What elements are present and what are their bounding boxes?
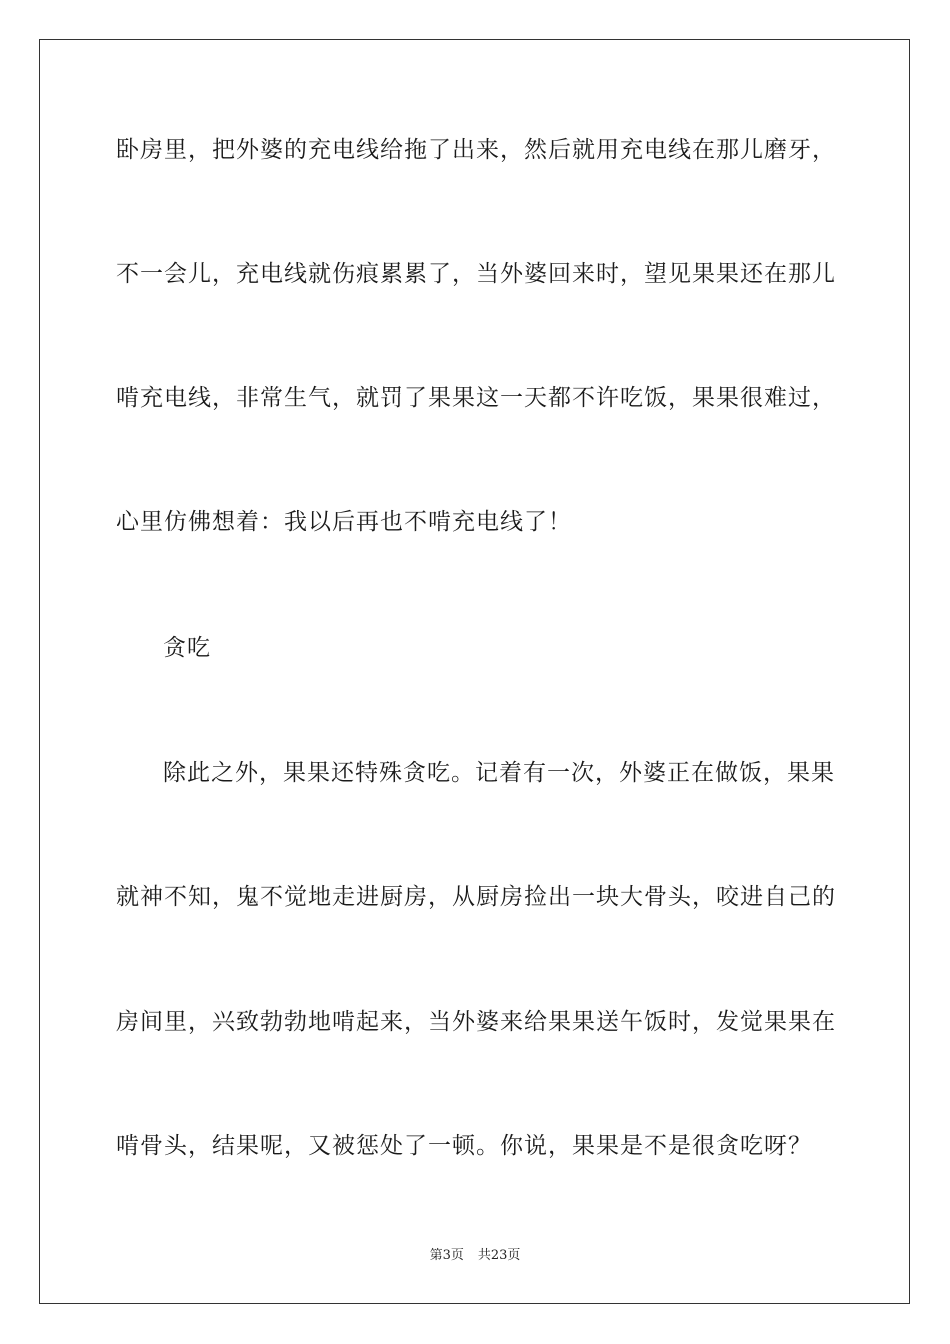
paragraph-line: 房间里，兴致勃勃地啃起来，当外婆来给果果送午饭时，发觉果果在 (116, 1009, 836, 1035)
paragraph-line: 就神不知，鬼不觉地走进厨房，从厨房捡出一块大骨头，咬进自己的 (116, 884, 836, 910)
paragraph-line: 啃骨头，结果呢，又被惩处了一顿。你说，果果是不是很贪吃呀？ (116, 1133, 812, 1159)
total-page-count: 共23页 (477, 1248, 521, 1263)
paragraph-line: 心里仿佛想着：我以后再也不啃充电线了！ (116, 509, 572, 535)
paragraph-line: 不一会儿，充电线就伤痕累累了，当外婆回来时，望见果果还在那儿 (116, 261, 836, 287)
paragraph-line: 卧房里，把外婆的充电线给拖了出来，然后就用充电线在那儿磨牙， (116, 137, 836, 163)
paragraph-line: 啃充电线，非常生气，就罚了果果这一天都不许吃饭，果果很难过， (116, 385, 836, 411)
paragraph-line: 除此之外，果果还特殊贪吃。记着有一次，外婆正在做饭，果果 (163, 760, 835, 786)
section-heading: 贪吃 (163, 635, 211, 661)
current-page-number: 第3页 (429, 1248, 464, 1263)
page-footer (0, 1247, 950, 1265)
page-border (39, 39, 910, 1304)
